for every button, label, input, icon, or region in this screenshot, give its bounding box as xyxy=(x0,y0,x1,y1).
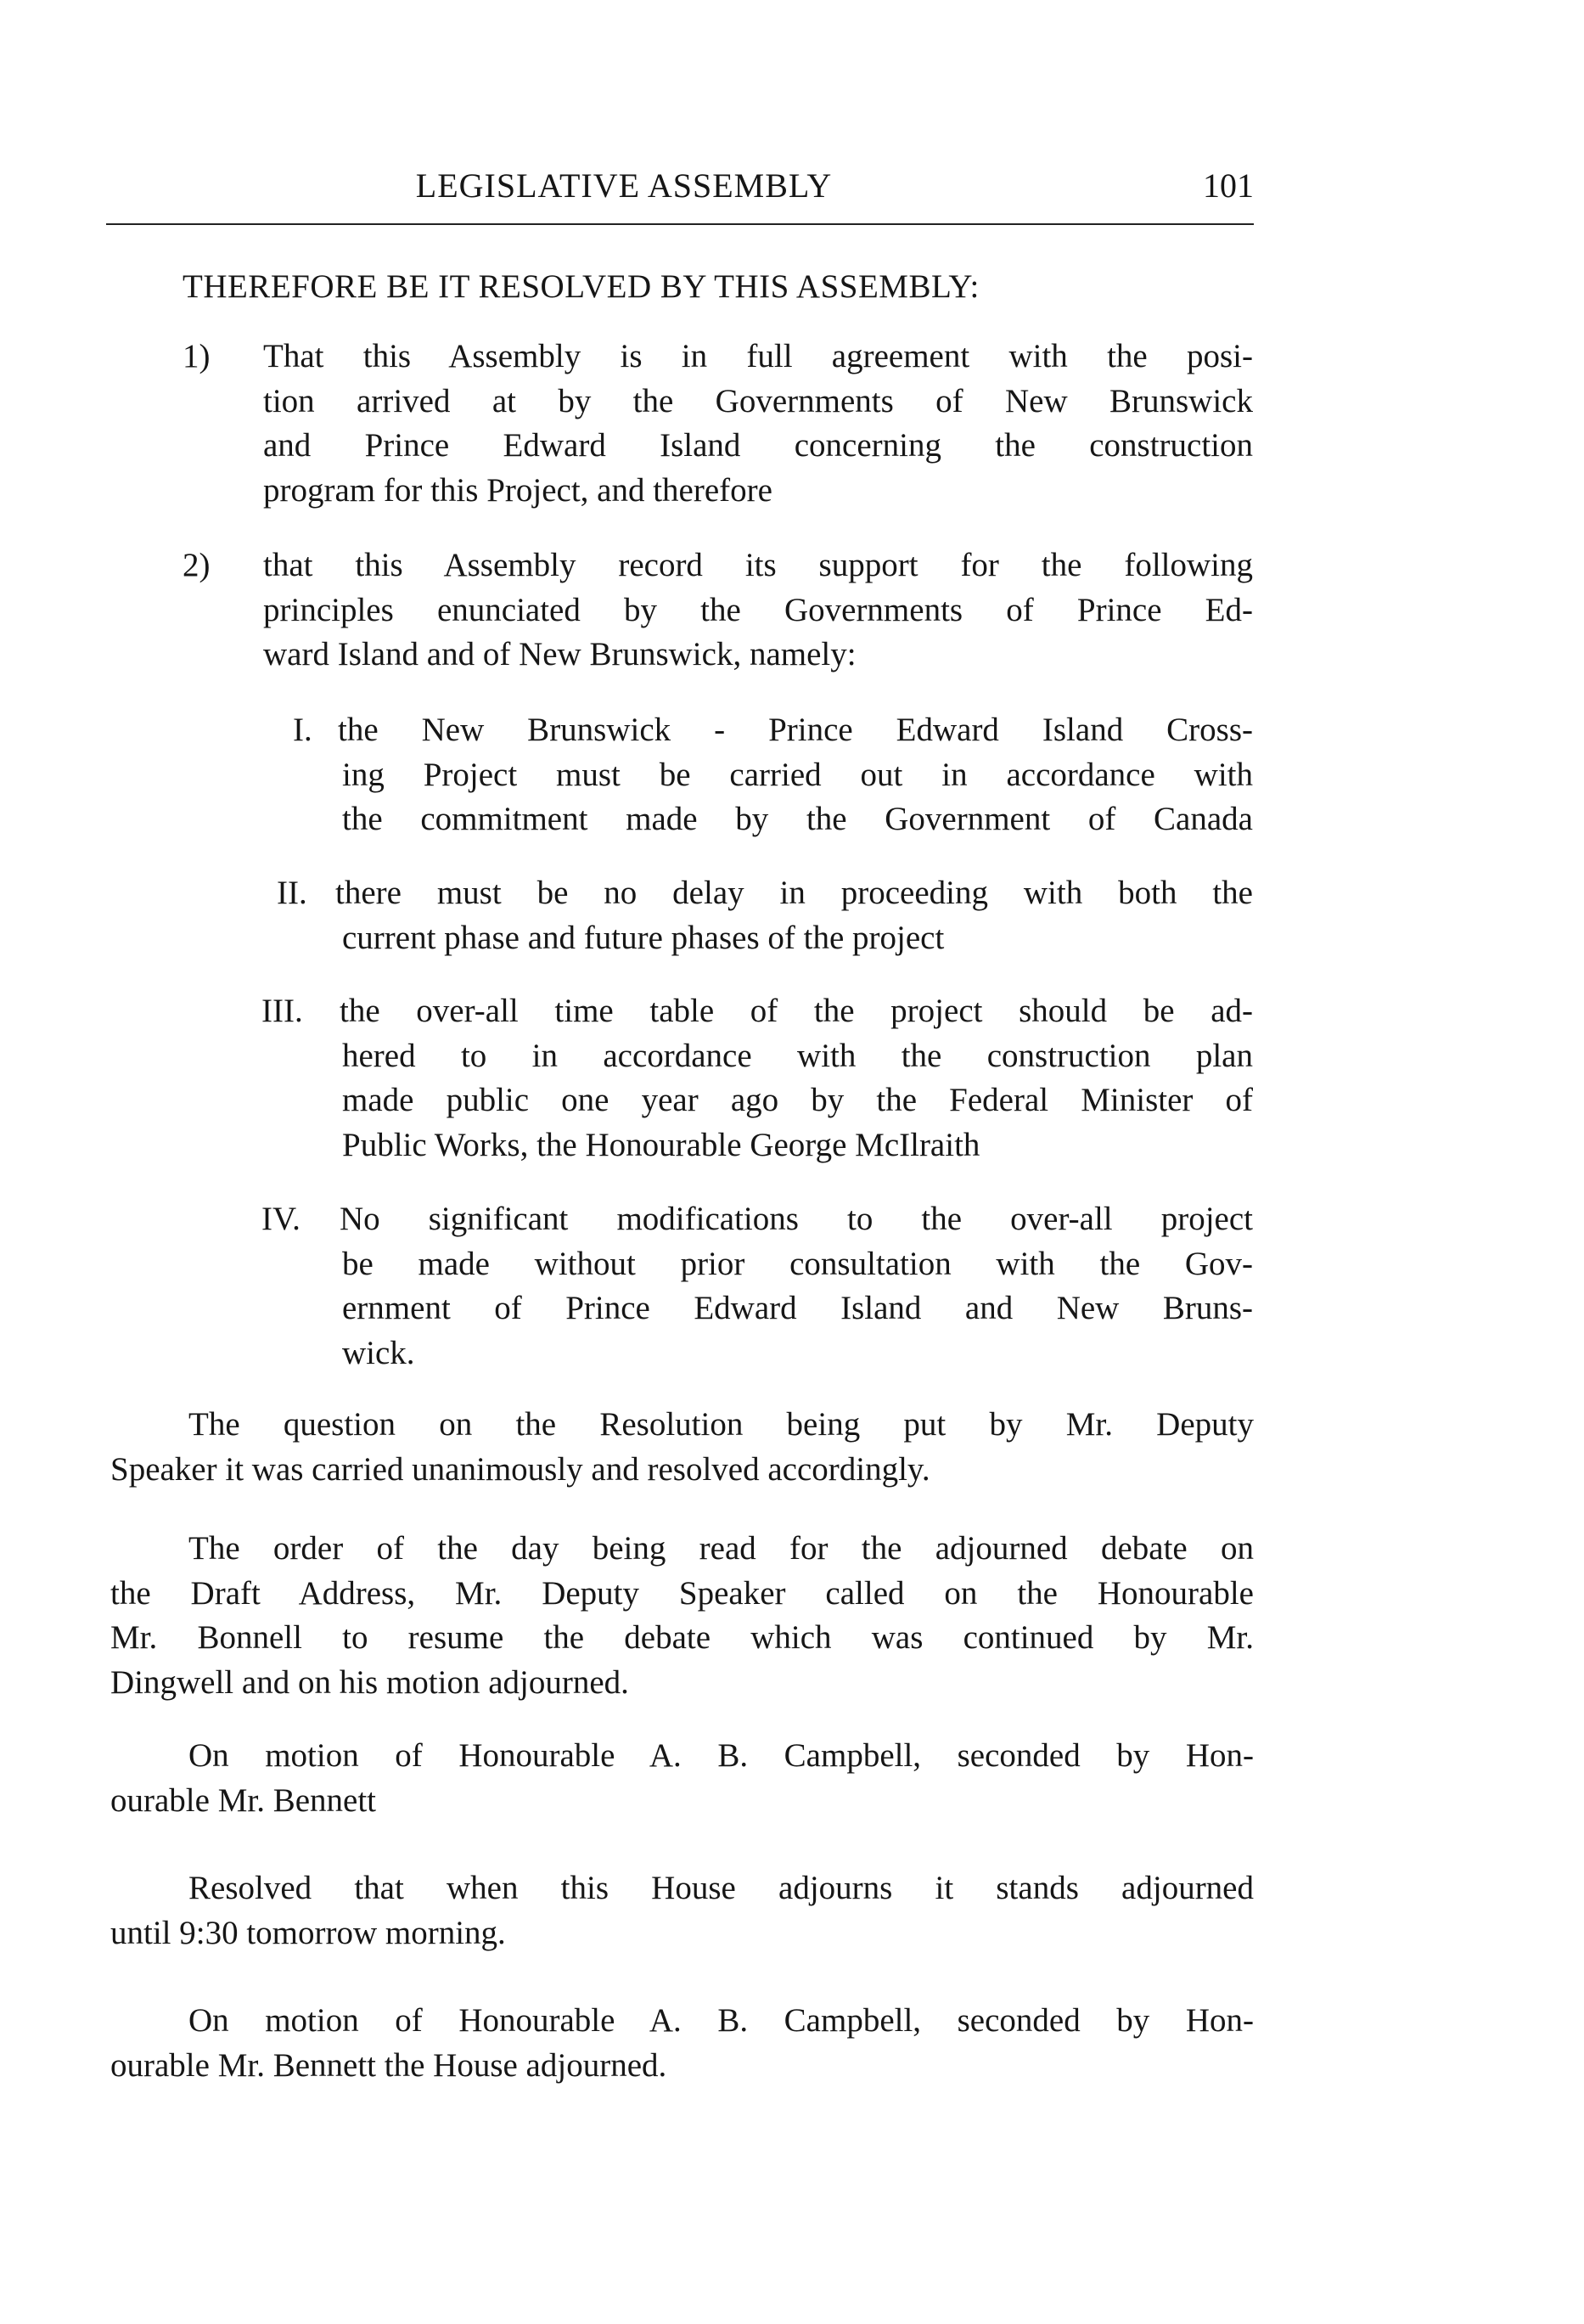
item-number: 2) xyxy=(183,547,211,583)
principle-numeral: I. xyxy=(293,712,312,748)
header-rule xyxy=(106,223,1254,225)
text-line: ourable Mr. Bennett the House adjourned. xyxy=(110,2046,667,2084)
body-paragraph xyxy=(110,1999,1254,2088)
text-line: the New Brunswick - Prince Edward Island Cross- xyxy=(338,712,1253,748)
page-header xyxy=(106,166,1254,217)
page-number: 101 xyxy=(1203,166,1254,205)
text-line: Resolved that when this House adjourns it stands adjourned xyxy=(188,1870,1254,1906)
text-line: The question on the Resolution being put by Mr. Deputy xyxy=(188,1406,1254,1443)
text-line: No significant modifications to the over-all project xyxy=(340,1201,1253,1237)
principle-item xyxy=(340,1197,1253,1376)
body-paragraph xyxy=(110,1403,1254,1492)
text-line: ernment of Prince Edward Island and New Bruns- xyxy=(342,1290,1253,1326)
resolved-heading: THEREFORE BE IT RESOLVED BY THIS ASSEMBLY: xyxy=(183,268,980,305)
principle-item xyxy=(335,871,1253,960)
principle-item xyxy=(338,708,1253,842)
text-line: tion arrived at by the Governments of New Brunswick xyxy=(263,382,1253,419)
text-line: ing Project must be carried out in accordance with xyxy=(342,756,1253,793)
text-line: Dingwell and on his motion adjourned. xyxy=(110,1663,629,1701)
text-line: Speaker it was carried unanimously and resolved accordingly. xyxy=(110,1450,930,1488)
item-number: 1) xyxy=(183,338,211,374)
principle-numeral: II. xyxy=(277,875,307,911)
text-line: current phase and future phases of the project xyxy=(342,919,945,956)
text-line: On motion of Honourable A. B. Campbell, seconded by Hon- xyxy=(188,2002,1254,2039)
running-head: LEGISLATIVE ASSEMBLY xyxy=(415,166,833,205)
text-line: be made without prior consultation with the Gov- xyxy=(342,1245,1253,1282)
principle-numeral: IV. xyxy=(261,1201,301,1237)
list-item xyxy=(263,335,1253,513)
text-line: Public Works, the Honourable George McIlraith xyxy=(342,1126,980,1163)
text-line: and Prince Edward Island concerning the construction xyxy=(263,427,1253,464)
text-line: principles enunciated by the Governments of Prince Ed- xyxy=(263,591,1253,628)
text-line: the commitment made by the Government of Canada xyxy=(342,801,1253,837)
principle-numeral: III. xyxy=(261,993,303,1029)
body-paragraph xyxy=(110,1866,1254,1955)
text-line: that this Assembly record its support for the following xyxy=(263,547,1253,583)
text-line: That this Assembly is in full agreement with the posi- xyxy=(263,338,1253,374)
text-line: program for this Project, and therefore xyxy=(263,471,772,509)
text-line: Mr. Bonnell to resume the debate which was continued by Mr. xyxy=(110,1619,1254,1656)
text-line: The order of the day being read for the adjourned debate on xyxy=(188,1530,1254,1567)
list-item xyxy=(263,543,1253,678)
body-paragraph xyxy=(110,1527,1254,1705)
body-paragraph xyxy=(110,1734,1254,1823)
text-line: until 9:30 tomorrow morning. xyxy=(110,1914,506,1951)
text-line: made public one year ago by the Federal Minister of xyxy=(342,1082,1253,1118)
text-line: ourable Mr. Bennett xyxy=(110,1781,377,1819)
principle-item xyxy=(340,989,1253,1168)
text-line: wick. xyxy=(342,1334,415,1371)
text-line: On motion of Honourable A. B. Campbell, seconded by Hon- xyxy=(188,1737,1254,1774)
text-line: the over-all time table of the project should be ad- xyxy=(340,993,1253,1029)
text-line: ward Island and of New Brunswick, namely: xyxy=(263,636,857,672)
text-line: there must be no delay in proceeding with both the xyxy=(335,875,1253,911)
text-line: the Draft Address, Mr. Deputy Speaker called on the Honourable xyxy=(110,1574,1254,1612)
text-line: hered to in accordance with the construction plan xyxy=(342,1037,1253,1074)
